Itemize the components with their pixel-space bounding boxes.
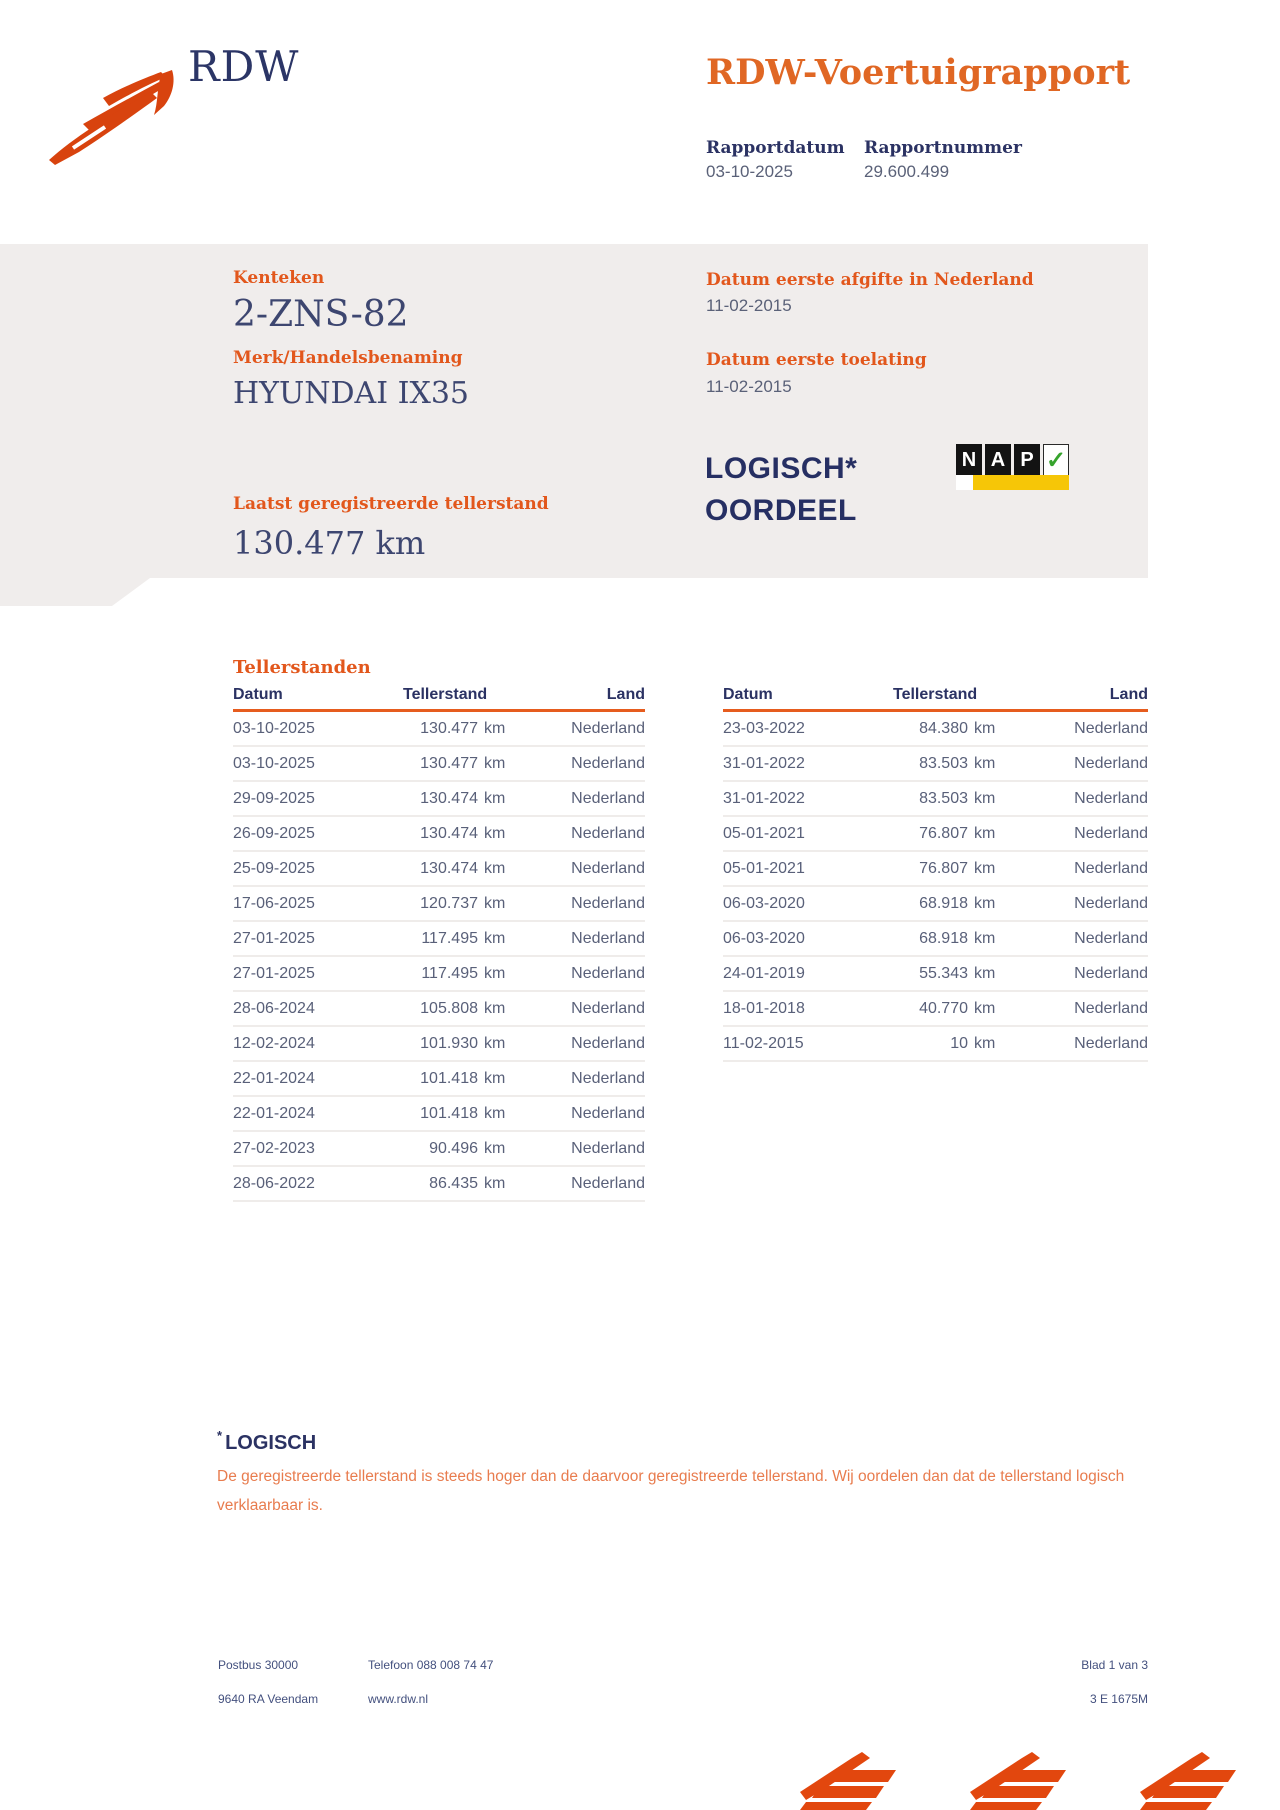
table-row	[233, 887, 645, 922]
row-date: 03-10-2025	[233, 719, 315, 737]
row-country: Nederland	[1074, 824, 1148, 842]
row-odometer-value: 117.495	[421, 929, 478, 947]
rdw-wing-icon	[45, 68, 177, 166]
row-odometer-unit: km	[974, 894, 996, 912]
table-row	[723, 887, 1148, 922]
footnote-heading	[217, 1428, 316, 1455]
row-country: Nederland	[571, 1104, 645, 1122]
column-header-tellerstand: Tellerstand	[403, 686, 488, 703]
tellerstand-label: Laatst geregistreerde tellerstand	[233, 494, 549, 514]
row-odometer-unit: km	[974, 999, 996, 1017]
footer-page-number: Blad 1 van 3	[1081, 1658, 1148, 1672]
row-country: Nederland	[571, 1034, 645, 1052]
row-odometer-value: 86.435	[429, 1174, 478, 1192]
row-odometer-unit: km	[484, 1104, 506, 1122]
row-date: 29-09-2025	[233, 789, 315, 807]
row-date: 17-06-2025	[233, 894, 315, 912]
table-header	[723, 686, 1148, 712]
row-country: Nederland	[571, 1139, 645, 1157]
table-row	[233, 1062, 645, 1097]
row-odometer-value: 76.807	[919, 859, 968, 877]
row-country: Nederland	[1074, 754, 1148, 772]
table-row	[723, 747, 1148, 782]
row-odometer-value: 84.380	[919, 719, 968, 737]
table-row	[233, 817, 645, 852]
row-date: 06-03-2020	[723, 929, 805, 947]
toelating-label: Datum eerste toelating	[706, 350, 927, 370]
column-header-datum: Datum	[723, 686, 773, 703]
nap-letter-n: N	[956, 444, 982, 476]
tellerstand-value: 130.477 km	[233, 524, 426, 562]
merk-label: Merk/Handelsbenaming	[233, 348, 463, 368]
rdw-logo-text: RDW	[188, 42, 300, 91]
row-odometer-value: 83.503	[919, 789, 968, 807]
row-date: 06-03-2020	[723, 894, 805, 912]
row-odometer-unit: km	[484, 754, 506, 772]
row-country: Nederland	[1074, 894, 1148, 912]
kenteken-label: Kenteken	[233, 268, 325, 288]
table-row	[723, 852, 1148, 887]
report-date-value: 03-10-2025	[706, 162, 793, 181]
table-row	[233, 1027, 645, 1062]
row-odometer-value: 120.737	[420, 894, 478, 912]
nap-letter-p: P	[1014, 444, 1040, 476]
row-odometer-value: 105.808	[420, 999, 478, 1017]
page-title: RDW-Voertuigrapport	[706, 52, 1131, 93]
row-odometer-value: 68.918	[919, 894, 968, 912]
nap-letter-a: A	[985, 444, 1011, 476]
merk-value: HYUNDAI IX35	[233, 376, 469, 411]
row-odometer-value: 117.495	[421, 964, 478, 982]
row-country: Nederland	[571, 824, 645, 842]
table-row	[723, 817, 1148, 852]
oordeel-line2: OORDEEL	[705, 494, 857, 527]
row-odometer-unit: km	[484, 859, 506, 877]
row-country: Nederland	[1074, 1034, 1148, 1052]
table-header	[233, 686, 645, 712]
row-country: Nederland	[571, 1069, 645, 1087]
row-country: Nederland	[1074, 719, 1148, 737]
footnote-asterisk: *	[217, 1428, 223, 1443]
row-odometer-unit: km	[974, 719, 996, 737]
afgifte-value: 11-02-2015	[706, 296, 792, 315]
row-country: Nederland	[1074, 964, 1148, 982]
row-odometer-unit: km	[484, 719, 506, 737]
row-odometer-value: 130.474	[420, 789, 478, 807]
row-date: 12-02-2024	[233, 1034, 315, 1052]
table-row	[233, 1132, 645, 1167]
row-odometer-unit: km	[484, 929, 506, 947]
row-odometer-unit: km	[484, 1069, 506, 1087]
table-row	[723, 992, 1148, 1027]
footnote-heading-text: LOGISCH	[225, 1432, 317, 1454]
row-country: Nederland	[571, 894, 645, 912]
column-header-land: Land	[1109, 686, 1148, 703]
table-row	[723, 922, 1148, 957]
row-country: Nederland	[571, 1174, 645, 1192]
row-date: 27-01-2025	[233, 929, 315, 947]
kenteken-value: 2-ZNS-82	[233, 294, 409, 335]
row-odometer-unit: km	[974, 1034, 996, 1052]
footer-doc-code: 3 E 1675M	[1089, 1692, 1148, 1706]
row-date: 05-01-2021	[723, 824, 805, 842]
row-country: Nederland	[1074, 999, 1148, 1017]
oordeel-line1: LOGISCH*	[705, 452, 858, 485]
table-row	[723, 957, 1148, 992]
row-country: Nederland	[1074, 929, 1148, 947]
table-row	[233, 922, 645, 957]
footnote-paragraph: De geregistreerde tellerstand is steeds hoger dan de daarvoor geregistreerde tellerstand. Wij oordelen dan dat de tellerstand logisch verklaarbaar is.	[217, 1468, 1125, 1514]
table-row	[233, 712, 645, 747]
row-odometer-value: 130.474	[420, 824, 478, 842]
row-country: Nederland	[571, 964, 645, 982]
row-country: Nederland	[571, 754, 645, 772]
footer-phone: Telefoon 088 008 74 47	[368, 1658, 494, 1672]
row-country: Nederland	[571, 719, 645, 737]
row-country: Nederland	[1074, 789, 1148, 807]
row-odometer-value: 101.418	[420, 1104, 478, 1122]
row-odometer-unit: km	[974, 824, 996, 842]
row-odometer-unit: km	[484, 964, 506, 982]
afgifte-label: Datum eerste afgifte in Nederland	[706, 270, 1034, 290]
nap-checkmark-icon: ✓	[1043, 444, 1069, 476]
row-date: 18-01-2018	[723, 999, 805, 1017]
table-row	[233, 992, 645, 1027]
row-odometer-value: 101.930	[420, 1034, 478, 1052]
tellerstanden-heading: Tellerstanden	[233, 657, 371, 678]
nap-white-block	[956, 475, 973, 490]
table-row	[723, 782, 1148, 817]
report-date-label: Rapportdatum	[706, 138, 845, 158]
report-number-value: 29.600.499	[864, 162, 950, 181]
row-odometer-unit: km	[974, 964, 996, 982]
table-row	[233, 1167, 645, 1202]
row-date: 25-09-2025	[233, 859, 315, 877]
row-country: Nederland	[571, 859, 645, 877]
row-odometer-value: 130.477	[420, 719, 478, 737]
row-odometer-unit: km	[974, 859, 996, 877]
row-odometer-unit: km	[974, 789, 996, 807]
row-date: 31-01-2022	[723, 754, 805, 772]
row-date: 22-01-2024	[233, 1104, 315, 1122]
row-odometer-unit: km	[484, 1174, 506, 1192]
table-row	[233, 747, 645, 782]
row-odometer-value: 130.474	[420, 859, 478, 877]
row-date: 24-01-2019	[723, 964, 805, 982]
row-odometer-value: 130.477	[420, 754, 478, 772]
row-date: 28-06-2024	[233, 999, 315, 1017]
column-header-tellerstand: Tellerstand	[893, 686, 978, 703]
row-country: Nederland	[571, 789, 645, 807]
row-odometer-value: 10	[950, 1034, 968, 1052]
nap-tiles	[956, 444, 1070, 476]
row-odometer-unit: km	[484, 1034, 506, 1052]
report-number-label: Rapportnummer	[864, 138, 1022, 158]
row-date: 11-02-2015	[723, 1034, 804, 1052]
row-country: Nederland	[571, 929, 645, 947]
row-country: Nederland	[1074, 859, 1148, 877]
row-date: 28-06-2022	[233, 1174, 315, 1192]
row-odometer-value: 55.343	[919, 964, 968, 982]
table-row	[723, 712, 1148, 747]
row-date: 23-03-2022	[723, 719, 805, 737]
row-date: 22-01-2024	[233, 1069, 315, 1087]
table-row	[233, 782, 645, 817]
tellerstanden-table-left	[233, 686, 645, 1202]
row-country: Nederland	[571, 999, 645, 1017]
row-date: 27-01-2025	[233, 964, 315, 982]
row-odometer-unit: km	[484, 894, 506, 912]
footer-wing-pattern-graphic	[790, 1752, 1280, 1810]
row-odometer-value: 101.418	[420, 1069, 478, 1087]
toelating-value: 11-02-2015	[706, 377, 792, 396]
oordeel-verdict	[705, 448, 857, 532]
column-header-land: Land	[606, 686, 645, 703]
footer-address-line1: Postbus 30000	[218, 1658, 299, 1672]
tellerstanden-table-right	[723, 686, 1148, 1062]
row-odometer-value: 76.807	[919, 824, 968, 842]
row-odometer-value: 68.918	[919, 929, 968, 947]
row-odometer-unit: km	[484, 1139, 506, 1157]
footer-website: www.rdw.nl	[368, 1692, 429, 1706]
row-odometer-value: 90.496	[429, 1139, 478, 1157]
table-row	[233, 957, 645, 992]
row-odometer-unit: km	[484, 824, 506, 842]
footer-address-line2: 9640 RA Veendam	[218, 1692, 319, 1706]
nap-yellow-bar	[973, 475, 1069, 490]
row-date: 31-01-2022	[723, 789, 805, 807]
row-odometer-value: 40.770	[919, 999, 968, 1017]
row-date: 26-09-2025	[233, 824, 315, 842]
row-odometer-unit: km	[484, 789, 506, 807]
nap-logo	[956, 444, 1070, 490]
row-date: 05-01-2021	[723, 859, 805, 877]
column-header-datum: Datum	[233, 686, 283, 703]
summary-panel-background	[0, 244, 1148, 606]
row-odometer-unit: km	[484, 999, 506, 1017]
table-row	[233, 852, 645, 887]
row-date: 27-02-2023	[233, 1139, 315, 1157]
table-row	[233, 1097, 645, 1132]
table-row	[723, 1027, 1148, 1062]
row-date: 03-10-2025	[233, 754, 315, 772]
row-odometer-unit: km	[974, 754, 996, 772]
row-odometer-unit: km	[974, 929, 996, 947]
row-odometer-value: 83.503	[919, 754, 968, 772]
